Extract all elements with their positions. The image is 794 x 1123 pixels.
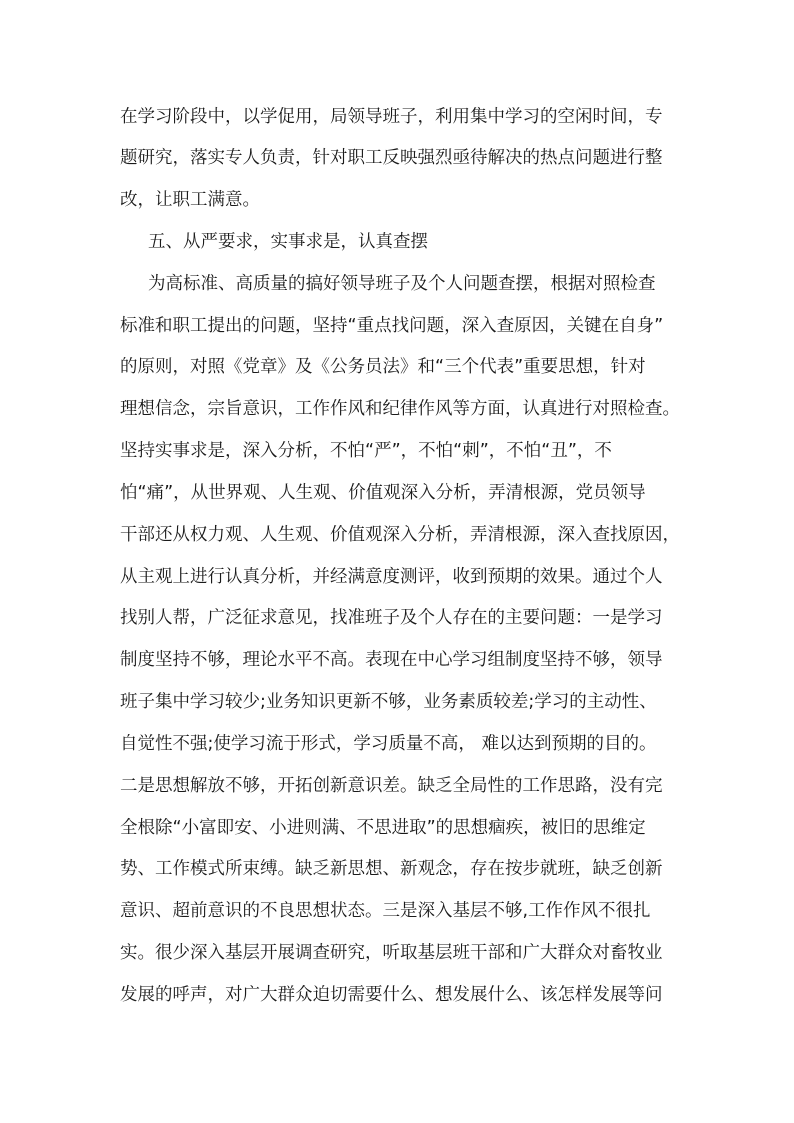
text-line: 题研究，落实专人负责，针对职工反映强烈亟待解决的热点问题进行整	[120, 148, 663, 168]
text-line: 找别人帮，广泛征求意见，找准班子及个人存在的主要问题：一是学习	[120, 608, 663, 628]
text-line: 势、工作模式所束缚。缺乏新思想、新观念，存在按步就班，缺乏创新	[120, 859, 663, 879]
text-line: 全根除“小富即安、小进则满、不思进取”的思想痼疾，被旧的思维定	[120, 818, 646, 838]
text-line: 干部还从权力观、人生观、价值观深入分析，弄清根源，深入查找原因，	[120, 525, 680, 545]
text-line: 坚持实事求是，深入分析，不怕“严”，不怕“刺”，不怕“丑”，不	[120, 441, 612, 461]
text-line: 发展的呼声，对广大群众迫切需要什么、想发展什么、该怎样发展等问	[120, 985, 663, 1005]
text-line: 制度坚持不够，理论水平不高。表现在中心学习组制度坚持不够，领导	[120, 650, 663, 670]
text-line: 为高标准、高质量的搞好领导班子及个人问题查摆，根据对照检查	[148, 274, 656, 294]
text-line: 的原则，对照《党章》及《公务员法》和“三个代表”重要思想，针对	[120, 357, 646, 377]
text-line: 自觉性不强;使学习流于形式，学习质量不高， 难以达到预期的目的。	[120, 734, 657, 754]
text-line: 标准和职工提出的问题，坚持“重点找问题，深入查原因，关键在自身”	[120, 316, 664, 336]
text-line: 实。很少深入基层开展调查研究，听取基层班干部和广大群众对畜牧业	[120, 943, 663, 963]
text-line: 意识、超前意识的不良思想状态。三是深入基层不够,工作作风不很扎	[120, 901, 651, 921]
text-line: 从主观上进行认真分析，并经满意度测评，收到预期的效果。通过个人	[120, 567, 663, 587]
text-line: 在学习阶段中，以学促用，局领导班子，利用集中学习的空闲时间，专	[120, 107, 663, 127]
text-line: 理想信念，宗旨意识，工作作风和纪律作风等方面，认真进行对照检查。	[120, 399, 680, 419]
text-line: 改，让职工满意。	[120, 190, 260, 210]
text-line: 怕“痛”，从世界观、人生观、价值观深入分析，弄清根源，党员领导	[120, 483, 646, 503]
text-line: 班子集中学习较少;业务知识更新不够，业务素质较差;学习的主动性、	[120, 692, 657, 712]
text-line: 二是思想解放不够，开拓创新意识差。缺乏全局性的工作思路，没有完	[120, 776, 663, 796]
section-heading: 五、从严要求，实事求是，认真查摆	[148, 232, 428, 252]
